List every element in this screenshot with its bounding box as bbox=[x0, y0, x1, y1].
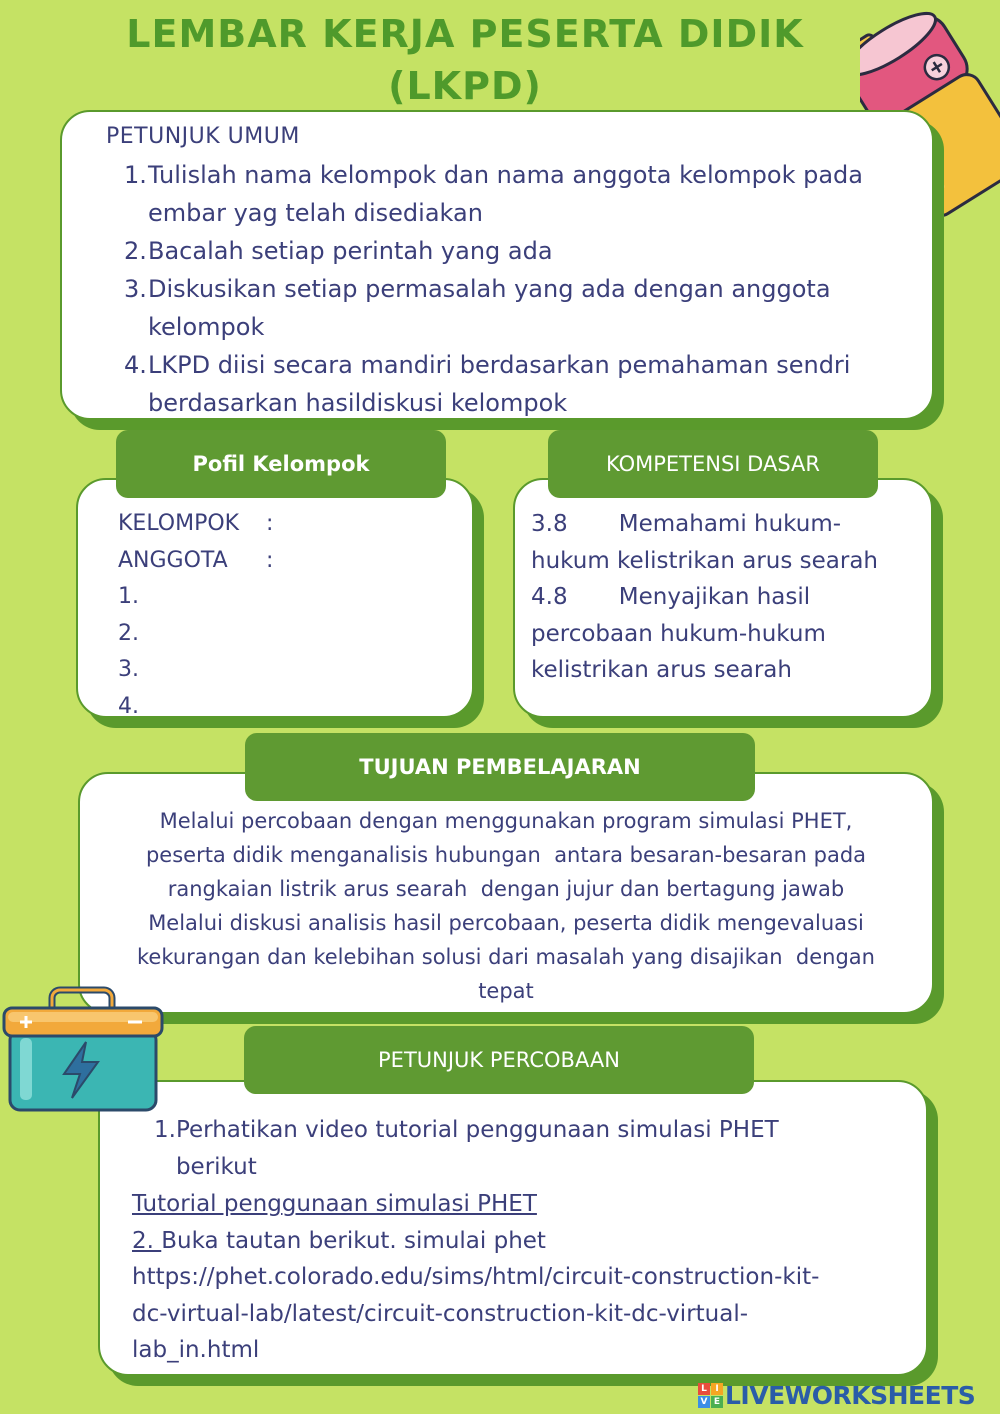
badge-letter: E bbox=[711, 1396, 723, 1408]
kompetensi-line: percobaan hukum-hukum bbox=[531, 620, 826, 647]
petunjuk-percobaan-header: PETUNJUK PERCOBAAN bbox=[244, 1026, 754, 1094]
anggota-colon: : bbox=[266, 547, 274, 573]
tujuan-line: rangkaian listrik arus searah dengan jujur dan bertagung jawab bbox=[167, 877, 845, 901]
member-number: 3. bbox=[118, 657, 139, 682]
percobaan-step-2 bbox=[132, 1223, 922, 1260]
petunjuk-umum-list bbox=[124, 156, 924, 422]
tujuan-line: Melalui diskusi analisis hasil percobaan, peserta didik mengevaluasi bbox=[148, 911, 864, 935]
tujuan-line: peserta didik menganalisis hubungan antara besaran-besaran pada bbox=[145, 843, 867, 867]
petunjuk-umum-card bbox=[60, 110, 934, 420]
kompetensi-line: hukum kelistrikan arus searah bbox=[531, 547, 879, 574]
kelompok-colon: : bbox=[266, 511, 274, 536]
list-number: 3. bbox=[124, 275, 147, 303]
profil-kelompok-card bbox=[76, 478, 474, 718]
member-number: 2. bbox=[118, 620, 139, 646]
kelompok-label: KELOMPOK bbox=[118, 511, 240, 536]
tujuan-line: tepat bbox=[478, 979, 534, 1003]
member-number: 4. bbox=[118, 693, 139, 719]
list-item bbox=[124, 232, 924, 270]
list-number: 2. bbox=[124, 237, 147, 265]
list-text: Bacalah setiap perintah yang ada bbox=[148, 237, 553, 265]
anggota-label: ANGGOTA bbox=[118, 547, 228, 573]
tutorial-link[interactable]: Tutorial penggunaan simulasi PHET bbox=[132, 1191, 537, 1217]
list-item bbox=[124, 156, 924, 232]
watermark-text: LIVEWORKSHEETS bbox=[725, 1380, 976, 1410]
tujuan-pembelajaran-card bbox=[78, 772, 934, 1014]
kompetensi-line: 4.8 Menyajikan hasil bbox=[531, 584, 811, 610]
profil-kelompok-header: Pofil Kelompok bbox=[116, 430, 446, 498]
list-item bbox=[124, 346, 924, 422]
phet-url-line[interactable]: dc-virtual-lab/latest/circuit-construction-kit-dc-virtual- bbox=[132, 1300, 749, 1327]
badge-letter: I bbox=[711, 1383, 723, 1395]
member-number: 1. bbox=[118, 584, 139, 609]
phet-url-line[interactable]: https://phet.colorado.edu/sims/html/circuit-construction-kit- bbox=[132, 1264, 820, 1290]
phet-url-line[interactable]: lab_in.html bbox=[132, 1337, 260, 1363]
watermark-logo-icon bbox=[698, 1383, 723, 1408]
badge-letter: V bbox=[698, 1396, 710, 1408]
tujuan-line: Melalui percobaan dengan menggunakan program simulasi PHET, bbox=[159, 809, 853, 833]
badge-letter: L bbox=[698, 1383, 710, 1395]
step-number: 2. bbox=[132, 1227, 162, 1254]
petunjuk-percobaan-card bbox=[98, 1080, 928, 1376]
tujuan-line: kekurangan dan kelebihan solusi dari masalah yang disajikan dengan bbox=[137, 945, 875, 969]
step-text: Perhatikan video tutorial penggunaan simulasi PHET berikut bbox=[175, 1117, 779, 1180]
kelompok-row bbox=[118, 506, 273, 543]
list-text: Diskusikan setiap permasalah yang ada dengan anggota kelompok bbox=[148, 275, 831, 341]
kompetensi-dasar-header: KOMPETENSI DASAR bbox=[548, 430, 878, 498]
list-number: 4. bbox=[124, 351, 147, 379]
step-number: 1. bbox=[154, 1117, 176, 1143]
list-text: LKPD diisi secara mandiri berdasarkan pemahaman sendri berdasarkan hasildiskusi kelompok bbox=[148, 351, 851, 417]
step-text: Buka tautan berikut. simulai phet bbox=[161, 1227, 546, 1254]
page-subtitle: (LKPD) bbox=[388, 64, 542, 108]
percobaan-step-1 bbox=[154, 1112, 804, 1186]
car-battery-icon bbox=[0, 986, 166, 1116]
kompetensi-dasar-card bbox=[513, 478, 933, 718]
anggota-row bbox=[118, 543, 273, 580]
petunjuk-umum-heading: PETUNJUK UMUM bbox=[106, 124, 300, 149]
tujuan-pembelajaran-header: TUJUAN PEMBELAJARAN bbox=[245, 733, 755, 801]
kompetensi-line: kelistrikan arus searah bbox=[531, 657, 792, 683]
watermark bbox=[698, 1380, 975, 1410]
page-title: LEMBAR KERJA PESERTA DIDIK bbox=[126, 12, 804, 56]
list-item bbox=[124, 270, 924, 346]
list-number: 1. bbox=[124, 161, 147, 189]
kompetensi-line: 3.8 Memahami hukum- bbox=[531, 511, 842, 537]
list-text: Tulislah nama kelompok dan nama anggota kelompok pada embar yag telah disediakan bbox=[148, 161, 863, 227]
